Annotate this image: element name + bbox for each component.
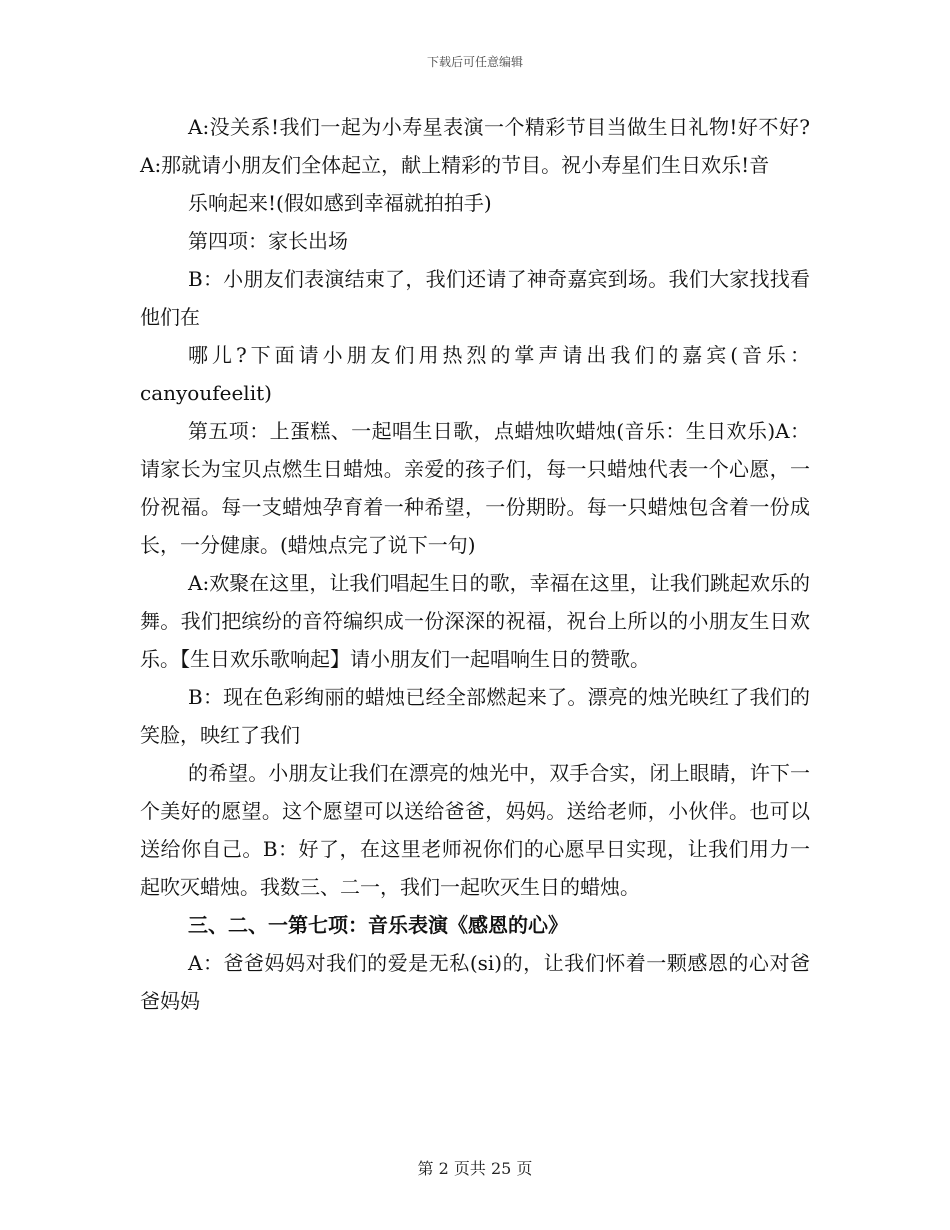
paragraph: 乐响起来!(假如感到幸福就拍拍手) <box>188 191 492 215</box>
paragraph: A:没关系!我们一起为小寿星表演一个精彩节目当做生日礼物!好不好?A:那就请小朋友们全体起立，献上精彩的节目。祝小寿星们生日欢乐!音 <box>140 115 810 177</box>
page-number: 第 2 页共 25 页 <box>417 1159 533 1178</box>
document-body <box>140 108 810 1020</box>
paragraph: B：现在色彩绚丽的蜡烛已经全部燃起来了。漂亮的烛光映红了我们的笑脸，映红了我们 <box>140 685 810 747</box>
page-header-note: 下载后可任意编辑 <box>426 55 523 69</box>
section-heading-bold: 三、二、一第七项：音乐表演《感恩的心》 <box>188 913 568 937</box>
paragraph: B：小朋友们表演结束了，我们还请了神奇嘉宾到场。我们大家找找看他们在 <box>140 267 810 329</box>
section-heading: 第四项：家长出场 <box>188 229 348 253</box>
paragraph: A:欢聚在这里，让我们唱起生日的歌，幸福在这里，让我们跳起欢乐的舞。我们把缤纷的音符编织成一份深深的祝福，祝台上所以的小朋友生日欢乐。【生日欢乐歌响起】请小朋友们一起唱响生日的赞歌。 <box>140 571 810 671</box>
paragraph: 哪儿?下面请小朋友们用热烈的掌声请出我们的嘉宾(音乐：canyoufeelit) <box>140 343 810 405</box>
paragraph: 的希望。小朋友让我们在漂亮的烛光中，双手合实，闭上眼睛，许下一个美好的愿望。这个愿望可以送给爸爸，妈妈。送给老师，小伙伴。也可以送给你自己。B：好了，在这里老师祝你们的心愿早日实现，让我们用力一起吹灭蜡烛。我数三、二一，我们一起吹灭生日的蜡烛。 <box>140 761 810 899</box>
paragraph: A：爸爸妈妈对我们的爱是无私(si)的，让我们怀着一颗感恩的心对爸爸妈妈 <box>140 951 810 1013</box>
paragraph: 第五项：上蛋糕、一起唱生日歌，点蜡烛吹蜡烛(音乐：生日欢乐)A：请家长为宝贝点燃生日蜡烛。亲爱的孩子们，每一只蜡烛代表一个心愿，一份祝福。每一支蜡烛孕育着一种希望，一份期盼。每一只蜡烛包含着一份成长，一分健康。(蜡烛点完了说下一句) <box>140 419 810 557</box>
